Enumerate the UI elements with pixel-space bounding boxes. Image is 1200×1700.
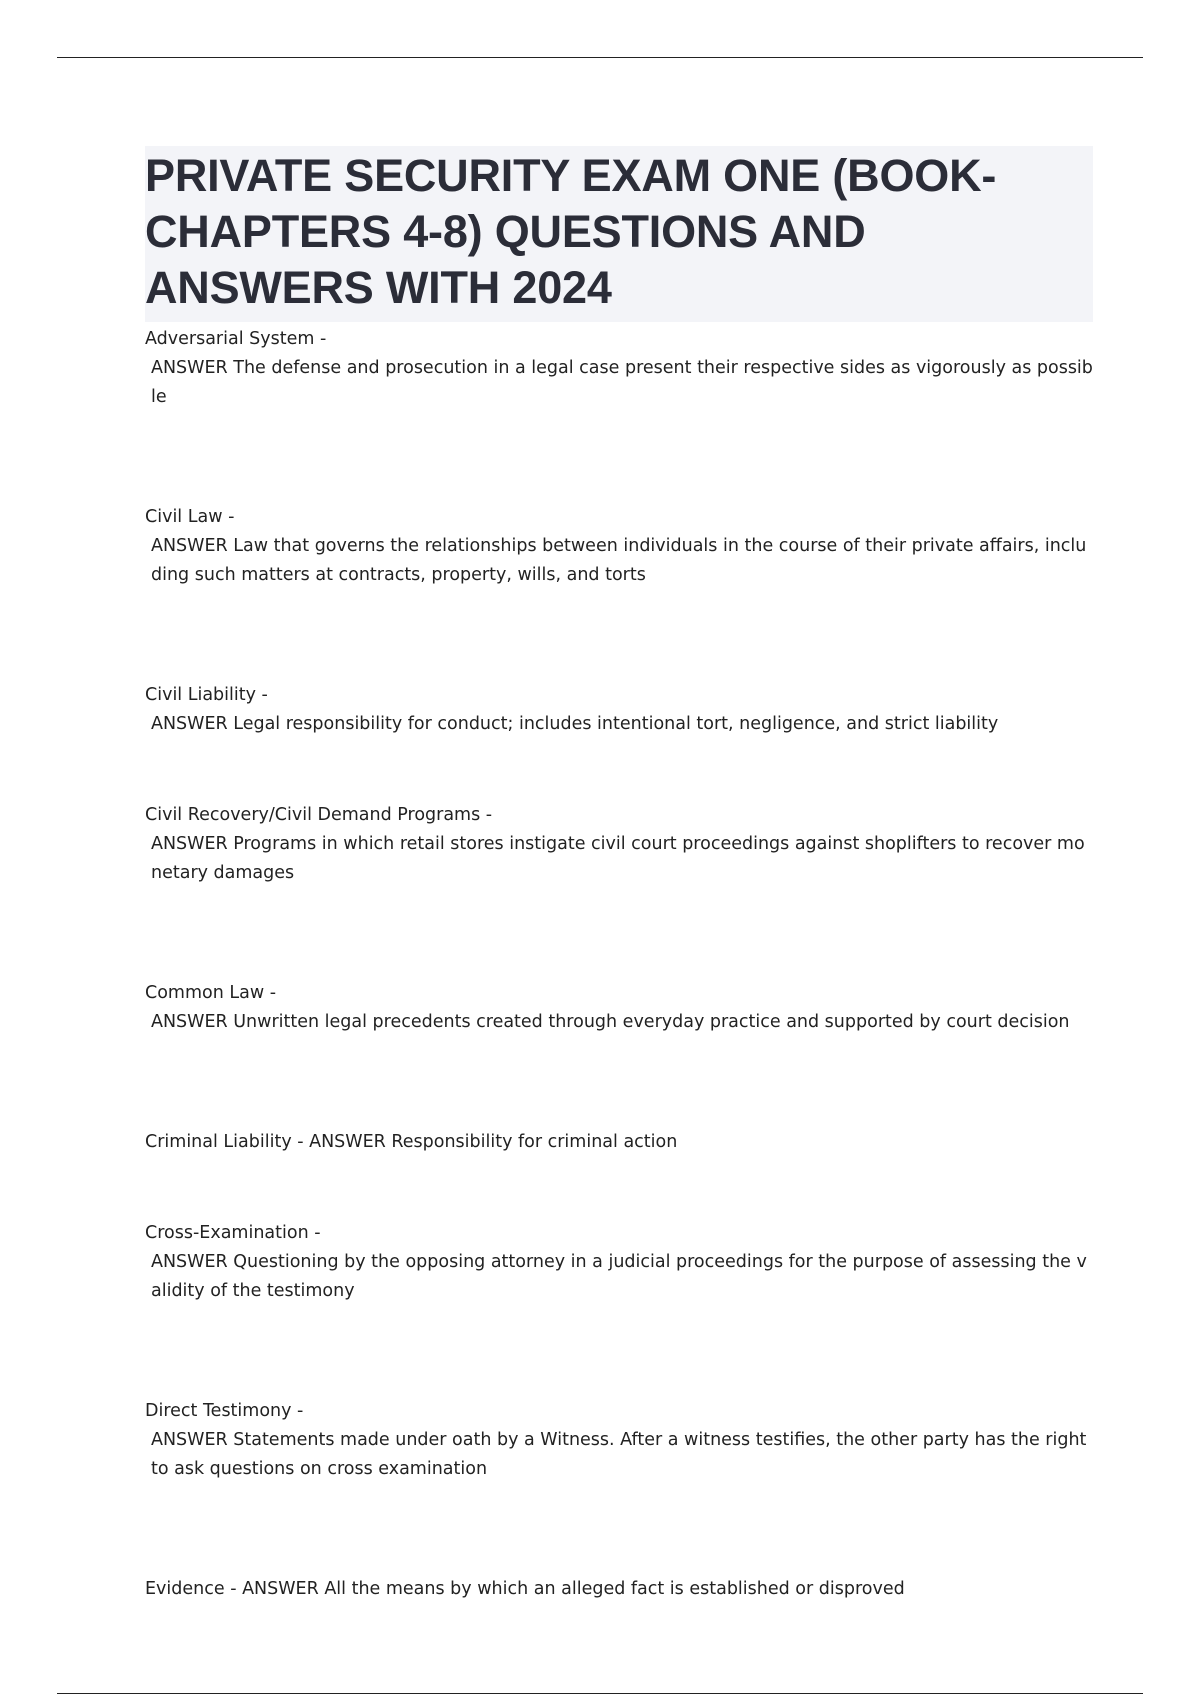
header-rule [57, 57, 1143, 58]
term: Common Law - [145, 983, 277, 1003]
qa-entry [145, 681, 1095, 739]
answer: ANSWER Statements made under oath by a Witness. After a witness testifies, the other party has the right to ask questions on cross examination [151, 1430, 1087, 1479]
term: Civil Liability - [145, 685, 268, 705]
qa-entry [145, 1128, 1095, 1157]
document-title: PRIVATE SECURITY EXAM ONE (BOOK-CHAPTERS 4-8) QUESTIONS AND ANSWERS WITH 2024 [145, 150, 997, 313]
term: Cross-Examination - [145, 1223, 321, 1243]
term: Direct Testimony - [145, 1401, 304, 1421]
answer: ANSWER Unwritten legal precedents created through everyday practice and supported by court decision [151, 1012, 1070, 1032]
qa-list [145, 325, 1095, 1604]
title-block [145, 146, 1093, 322]
qa-entry [145, 801, 1095, 888]
answer: ANSWER The defense and prosecution in a legal case present their respective sides as vigorously as possible [151, 358, 1093, 407]
term: Civil Recovery/Civil Demand Programs - [145, 805, 493, 825]
document-body [145, 146, 1095, 1604]
answer: ANSWER Questioning by the opposing attorney in a judicial proceedings for the purpose of assessing the validity of the testimony [151, 1252, 1087, 1301]
qa-entry [145, 1397, 1095, 1484]
answer: ANSWER Law that governs the relationships between individuals in the course of their private affairs, including such matters at contracts, property, wills, and torts [151, 536, 1087, 585]
answer: ANSWER Legal responsibility for conduct; includes intentional tort, negligence, and strict liability [151, 714, 999, 734]
answer: ANSWER Programs in which retail stores instigate civil court proceedings against shoplifters to recover monetary damages [151, 834, 1085, 883]
qa-entry [145, 1575, 1095, 1604]
qa-entry [145, 503, 1095, 590]
footer-rule [57, 1693, 1143, 1694]
term: Adversarial System - [145, 329, 327, 349]
qa-entry [145, 1219, 1095, 1306]
qa-entry [145, 325, 1095, 412]
qa-inline-text: Evidence - ANSWER All the means by which an alleged fact is established or disproved [145, 1579, 905, 1599]
qa-entry [145, 979, 1095, 1037]
qa-inline-text: Criminal Liability - ANSWER Responsibility for criminal action [145, 1132, 678, 1152]
term: Civil Law - [145, 507, 235, 527]
